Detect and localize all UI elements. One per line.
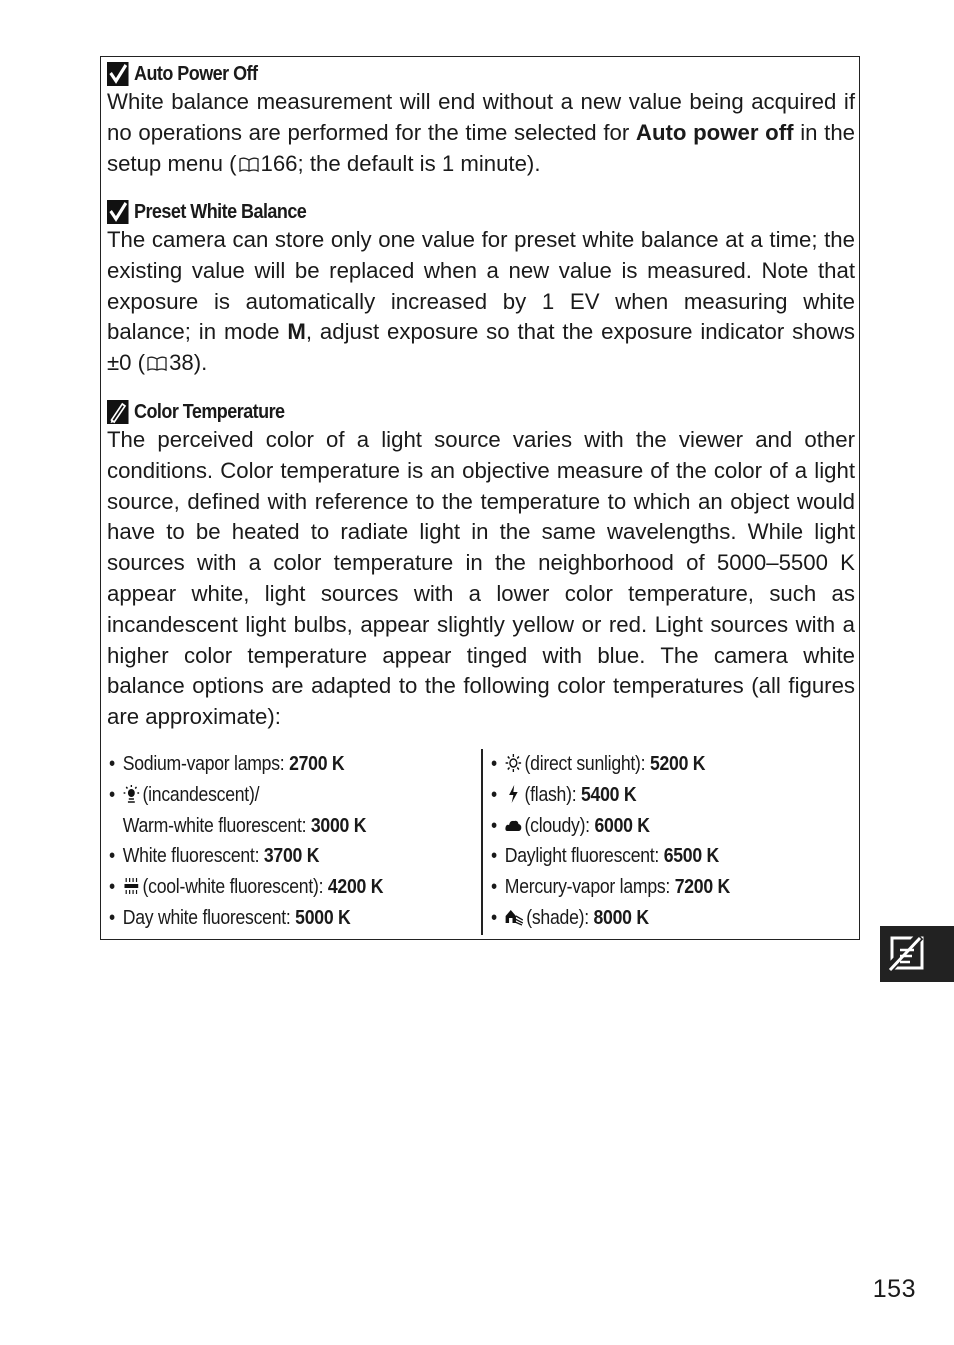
list-item: • Sodium-vapor lamps: 2700 K [109, 752, 345, 775]
section-title: Color Temperature [134, 400, 285, 423]
book-ref-icon [147, 356, 167, 371]
preset-white-balance-section [107, 199, 855, 379]
list-item: • (cool-white fluorescent): 4200 K [109, 875, 384, 899]
menu-guide-icon [880, 926, 954, 982]
list-item: • Day white fluorescent: 5000 K [109, 905, 351, 929]
list-item: • (direct sunlight): 5200 K [491, 752, 706, 775]
list-item: • Mercury-vapor lamps: 7200 K [491, 875, 731, 899]
chapter-tab[interactable] [880, 926, 954, 982]
flash-icon [505, 784, 522, 804]
list-item: • (cloudy): 6000 K [491, 813, 650, 837]
list-item-continued: Warm-white fluorescent: 3000 K [122, 813, 367, 837]
list-item: • White fluorescent: 3700 K [109, 844, 320, 868]
temps-right-column [491, 749, 851, 934]
auto-power-off-section [107, 61, 855, 179]
sun-icon [505, 753, 522, 773]
pencil-note-icon [107, 400, 129, 424]
book-ref-icon [239, 157, 259, 172]
page-number: 153 [872, 1275, 916, 1303]
fluorescent-icon [123, 876, 140, 896]
notes-box [100, 56, 860, 940]
shade-icon [505, 907, 524, 927]
section-body: White balance measurement will end without a new value being acquired if no operations are performed for the time selected for Auto power off in the setup menu ( 166; the default is 1 minute). [107, 89, 855, 176]
page-ref[interactable]: 38 [169, 350, 194, 376]
list-item: • Daylight fluorescent: 6500 K [491, 844, 720, 868]
column-divider [481, 749, 483, 935]
page-ref[interactable]: 166 [260, 150, 298, 176]
cloud-icon [505, 815, 522, 835]
checkmark-caution-icon [107, 200, 129, 224]
incandescent-icon [123, 784, 140, 804]
section-body: The perceived color of a light source varies with the viewer and other conditions. Color temperature is an objective measure of the color of a light source, defined with reference to the temperature to which an object would have to be heated to radiate light in the same wavelengths. While light sources with a color temperature in the neighborhood of 5000–5500 K appear white, light sources with a lower color temperature, such as incandescent light bulbs, appear slightly yellow or red. Light sources with a higher color temperature appear tinged with blue. The camera white balance options are adapted to the following color temperatures (all figures are approximate): [107, 427, 855, 730]
section-body: The camera can store only one value for preset white balance at a time; the existing value will be replaced when a new value is measured. Note that exposure is automatically increased by 1 EV when measuring white balance; in mode M, adjust exposure so that the exposure indicator shows ±0 ( 38). [107, 227, 855, 376]
temps-left-column [109, 749, 475, 934]
color-temperature-section [107, 399, 855, 733]
color-temperature-list [107, 749, 855, 935]
section-title: Preset White Balance [134, 200, 307, 223]
checkmark-caution-icon [107, 62, 129, 86]
list-item: • (flash): 5400 K [491, 782, 637, 806]
list-item: • (shade): 8000 K [491, 905, 649, 929]
list-item: • (incandescent)/ [109, 782, 260, 806]
section-title: Auto Power Off [134, 62, 258, 85]
